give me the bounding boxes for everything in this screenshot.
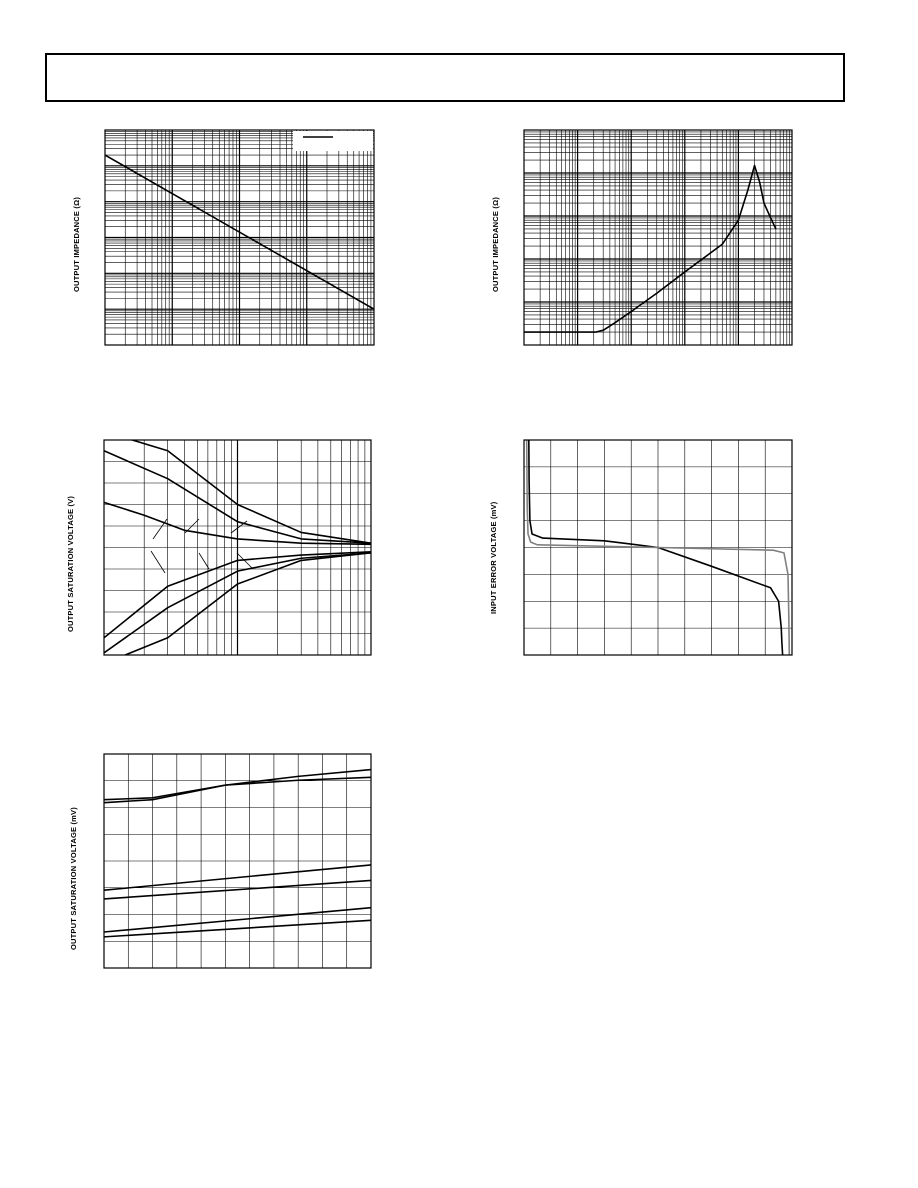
chart-plot [103,439,372,656]
legend-box [293,131,373,151]
callout-arrow [151,551,165,573]
y-axis-label: INPUT ERROR VOLTAGE (mV) [489,501,498,614]
callout-arrow [199,553,209,569]
y-axis-label: OUTPUT SATURATION VOLTAGE (mV) [69,807,78,950]
y-axis-label: OUTPUT SATURATION VOLTAGE (V) [66,495,75,632]
chart-plot [523,439,793,656]
y-axis-label: OUTPUT IMPEDANCE (Ω) [72,196,81,292]
chart-plot [103,753,372,969]
chart-plot [523,129,793,346]
plot-frame [524,130,792,345]
header-box [45,53,845,102]
series-line-3 [104,865,371,890]
series-line-4 [104,880,371,898]
chart-plot [104,129,375,346]
y-axis-label: OUTPUT IMPEDANCE (Ω) [491,196,500,292]
